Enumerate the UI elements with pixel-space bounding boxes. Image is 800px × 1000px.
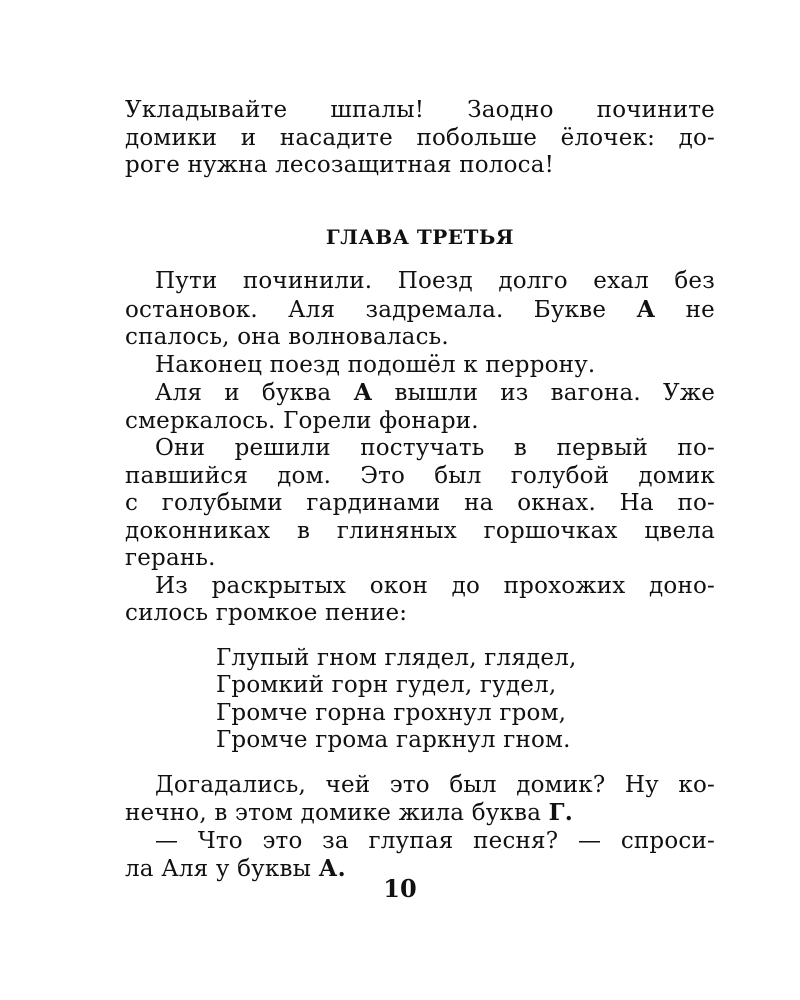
text-line: роге нужна лесозащитная полоса! [125,152,555,178]
text-line: Аля и буква А вышли из вагона. Уже [155,379,716,406]
paragraph-2 [125,352,715,380]
letter-a: А. [318,855,346,882]
poem-line: Громче горна грохнул гром, [216,699,567,726]
letter-a: А [353,379,373,406]
text-line: Укладывайте шпалы! Заодно почините [125,97,715,123]
text-line: остановок. Аля задремала. Букве А не [125,295,715,323]
text-line: смеркалось. Горели фонари. [125,407,479,434]
poem-line: Громче грома гаркнул гном. [216,727,571,753]
text-line: силось громкое пение: [125,600,408,626]
paragraph-6 [125,772,715,828]
text-line: Пути починили. Поезд долго ехал без [155,268,715,294]
poem [216,645,715,755]
text-line: — Что это за глупая песня? — спроси- [155,827,715,854]
paragraph-5 [125,573,715,628]
text-column [125,97,715,884]
text-line: Они решили постучать в первый по- [155,435,715,461]
text-line: Наконец поезд подошёл к перрону. [155,351,596,378]
poem-line: Глупый гном глядел, глядел, [216,644,577,671]
letter-a: А [636,295,656,323]
text-line: ла Аля у буквы А. [125,855,346,882]
letter-g: Г. [548,799,573,826]
text-line: Из раскрытых окон до прохожих доно- [155,572,715,599]
intro-paragraph [125,97,715,180]
text-line: нечно, в этом домике жила буква Г. [125,799,573,826]
paragraph-4 [125,435,715,573]
text-line: доконниках в глиняных горшочках цвела [125,517,715,544]
text-line: с голубыми гардинами на окнах. На по- [125,490,715,516]
paragraph-1 [125,268,715,352]
text-line: домики и насадите побольше ёлочек: до- [125,124,715,151]
text-line: Догадались, чей это был домик? Ну ко- [155,771,715,798]
poem-line: Громкий горн гудел, гудел, [216,672,557,698]
paragraph-3 [125,379,715,435]
text-line: герань. [125,545,216,571]
page-number: 10 [383,874,417,903]
chapter-title: ГЛАВА ТРЕТЬЯ [325,224,515,249]
text-line: спалось, она волновалась. [125,324,449,350]
text-line: павшийся дом. Это был голубой домик [125,462,715,489]
